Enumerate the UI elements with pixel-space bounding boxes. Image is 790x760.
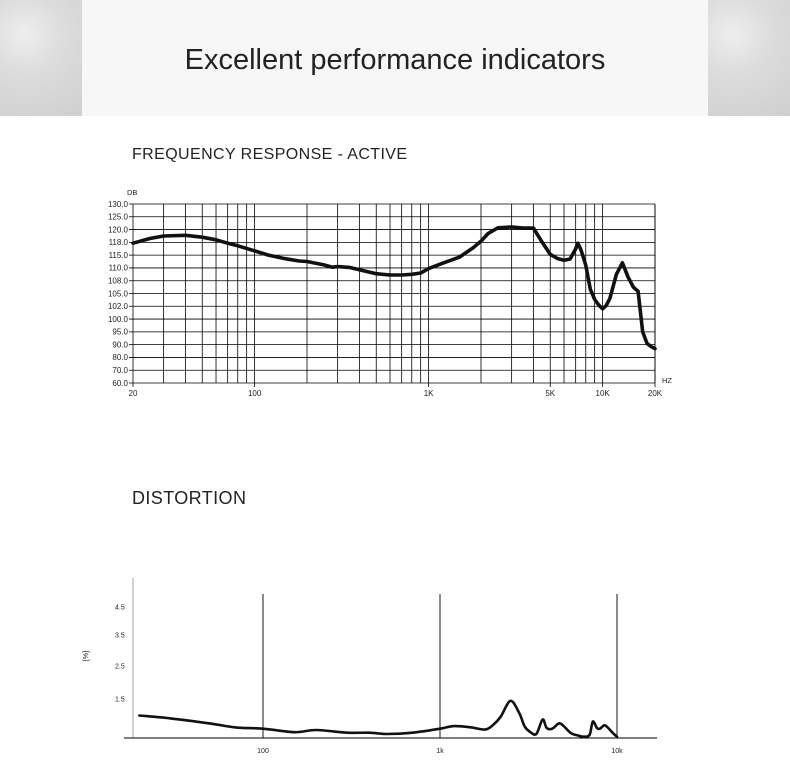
dist-y-tick-label: 3.5 (115, 632, 125, 640)
fr-x-tick-label: 20 (128, 389, 138, 398)
fr-x-tick-label: 20K (647, 389, 663, 398)
page-title: Excellent performance indicators (184, 44, 606, 76)
fr-y-tick-label: 80.0 (112, 353, 128, 363)
fr-x-tick-label: 5K (545, 389, 556, 398)
fr-y-tick-label: 90.0 (112, 340, 128, 350)
fr-y-tick-label: 115.0 (108, 250, 128, 260)
fr-y-tick-label: 110.0 (108, 263, 128, 273)
dist-y-tick-label: 2.5 (115, 663, 125, 671)
dist-x-tick-label: 100 (257, 748, 269, 755)
fr-y-tick-label: 120.0 (107, 225, 128, 235)
fr-x-tick-label: 1K (423, 389, 434, 398)
dist-y-tick-label: 4.5 (115, 604, 125, 612)
fr-y-tick-label: 100.0 (107, 314, 128, 324)
dist-series-line (139, 701, 617, 737)
fr-y-tick-label: 60.0 (112, 378, 128, 388)
fr-y-tick-label: 70.0 (112, 366, 128, 376)
fr-y-tick-label: 108.0 (107, 276, 128, 286)
dist-y-axis-label: [%] (83, 650, 90, 662)
fr-y-tick-label: 118.0 (108, 238, 128, 248)
fr-y-tick-label: 130.0 (107, 199, 128, 209)
frequency-response-title: FREQUENCY RESPONSE - ACTIVE (132, 146, 408, 163)
dist-x-tick-label: 1k (436, 748, 444, 755)
fr-y-tick-label: 125.0 (107, 212, 128, 222)
dist-x-tick-label: 10k (611, 748, 623, 755)
fr-x-axis-label: HZ (662, 376, 672, 385)
fr-y-tick-label: 102.0 (107, 302, 128, 312)
fr-x-tick-label: 100 (247, 389, 262, 398)
fr-y-axis-label: DB (127, 188, 138, 197)
dist-y-tick-label: 1.5 (115, 696, 125, 704)
distortion-title: DISTORTION (132, 488, 247, 508)
fr-y-tick-label: 105.0 (107, 289, 128, 299)
fr-x-tick-label: 10K (595, 389, 610, 398)
fr-y-tick-label: 95.0 (112, 327, 128, 337)
